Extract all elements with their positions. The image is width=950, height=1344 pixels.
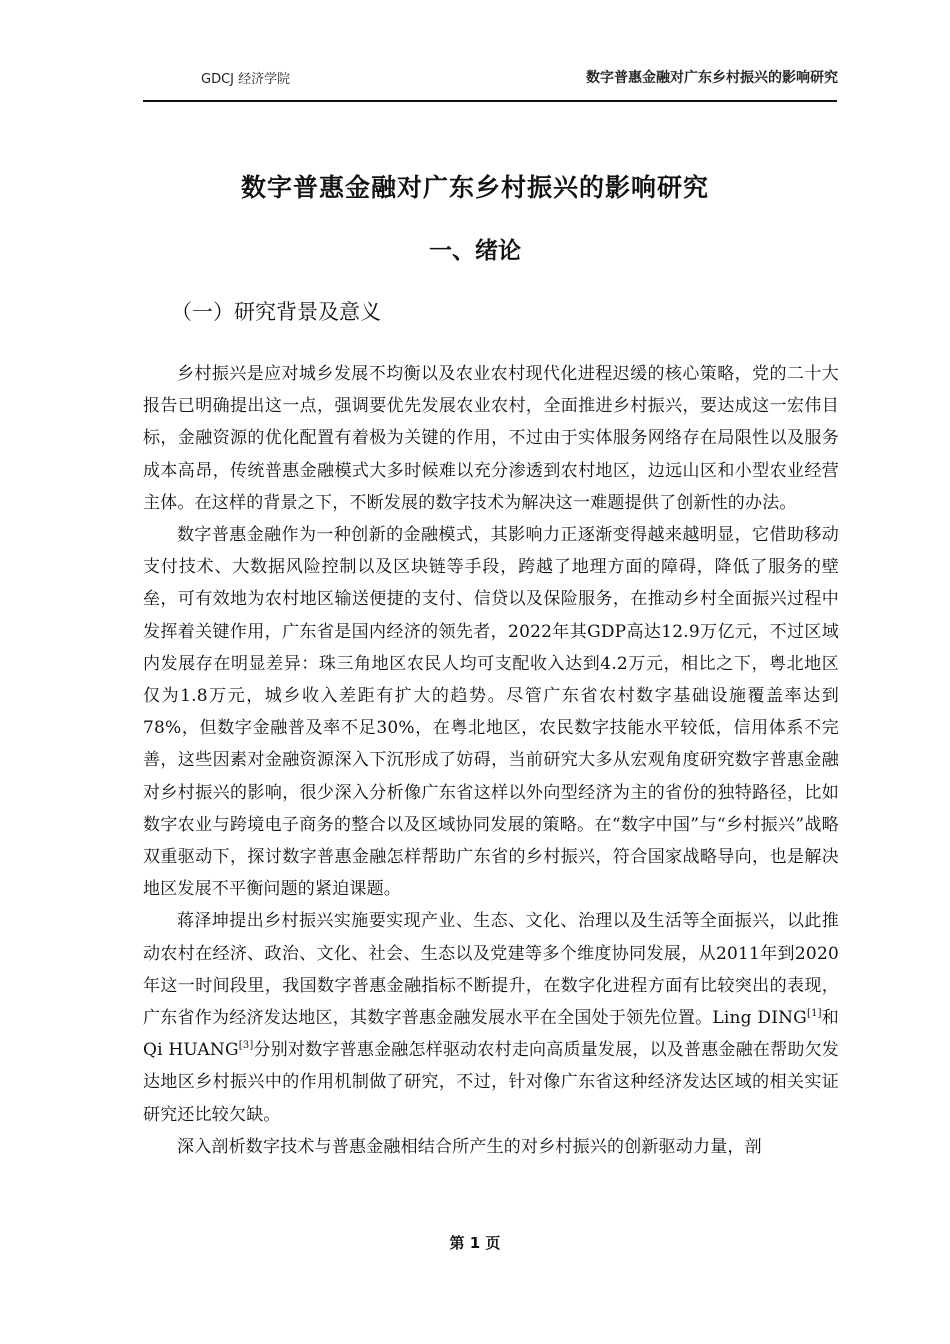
paragraph-3-text-a: 蒋泽坤提出乡村振兴实施要实现产业、生态、文化、治理以及生活等全面振兴，以此推动农村在经济、政治、文化、社会、生态以及党建等多个维度协同发展，从2011年到2020年这一时间段里，我国数字普惠金融指标不断提升，在数字化进程方面有比较突出的表现，广东省作为经济发达地区，其数字普惠金融发展水平在全国处于领先位置。Ling DING [143,911,839,1029]
subsection-heading: （一）研究背景及意义 [171,300,381,324]
body-text [143,358,839,1163]
section-heading: 一、绪论 [429,238,521,264]
citation-ref-3: [3] [238,1040,254,1052]
document-title: 数字普惠金融对广东乡村振兴的影响研究 [240,173,709,202]
header-institution: GDCJ 经济学院 [201,72,291,87]
paragraph-4: 深入剖析数字技术与普惠金融相结合所产生的对乡村振兴的创新驱动力量，剖 [177,1136,762,1157]
header-running-title: 数字普惠金融对广东乡村振兴的影响研究 [586,70,838,86]
citation-ref-1: [1] [806,1008,822,1020]
paragraph-3-text-c: 分别对数字普惠金融怎样驱动农村走向高质量发展，以及普惠金融在帮助欠发达地区乡村振兴中的作用机制做了研究，不过，针对像广东省这种经济发达区域的相关实证研究还比较欠缺。 [143,1040,839,1125]
paragraph-3-text-b: 和Qi HUANG [143,1008,839,1061]
page-number: 第 1 页 [449,1234,501,1252]
header-divider [143,100,837,102]
paragraph-3 [143,905,839,1130]
paragraph-2: 数字普惠金融作为一种创新的金融模式，其影响力正逐渐变得越来越明显，它借助移动支付技术、大数据风险控制以及区块链等手段，跨越了地理方面的障碍，降低了服务的壁垒，可有效地为农村地区输送便捷的支付、信贷以及保险服务，在推动乡村全面振兴过程中发挥着关键作用，广东省是国内经济的领先者，2022年其GDP高达12.9万亿元，不过区域内发展存在明显差异：珠三角地区农民人均可支配收入达到4.2万元，相比之下，粤北地区仅为1.8万元，城乡收入差距有扩大的趋势。尽管广东省农村数字基础设施覆盖率达到78%，但数字金融普及率不足30%，在粤北地区，农民数字技能水平较低，信用体系不完善，这些因素对金融资源深入下沉形成了妨碍，当前研究大多从宏观角度研究数字普惠金融对乡村振兴的影响，很少深入分析像广东省这样以外向型经济为主的省份的独特路径，比如数字农业与跨境电子商务的整合以及区域协同发展的策略。在“数字中国”与“乡村振兴”战略双重驱动下，探讨数字普惠金融怎样帮助广东省的乡村振兴，符合国家战略导向，也是解决地区发展不平衡问题的紧迫课题。 [143,525,839,900]
paragraph-1: 乡村振兴是应对城乡发展不均衡以及农业农村现代化进程迟缓的核心策略，党的二十大报告已明确提出这一点，强调要优先发展农业农村，全面推进乡村振兴，要达成这一宏伟目标，金融资源的优化配置有着极为关键的作用，不过由于实体服务网络存在局限性以及服务成本高昂，传统普惠金融模式大多时候难以充分渗透到农村地区，边远山区和小型农业经营主体。在这样的背景之下，不断发展的数字技术为解决这一难题提供了创新性的办法。 [143,364,839,513]
